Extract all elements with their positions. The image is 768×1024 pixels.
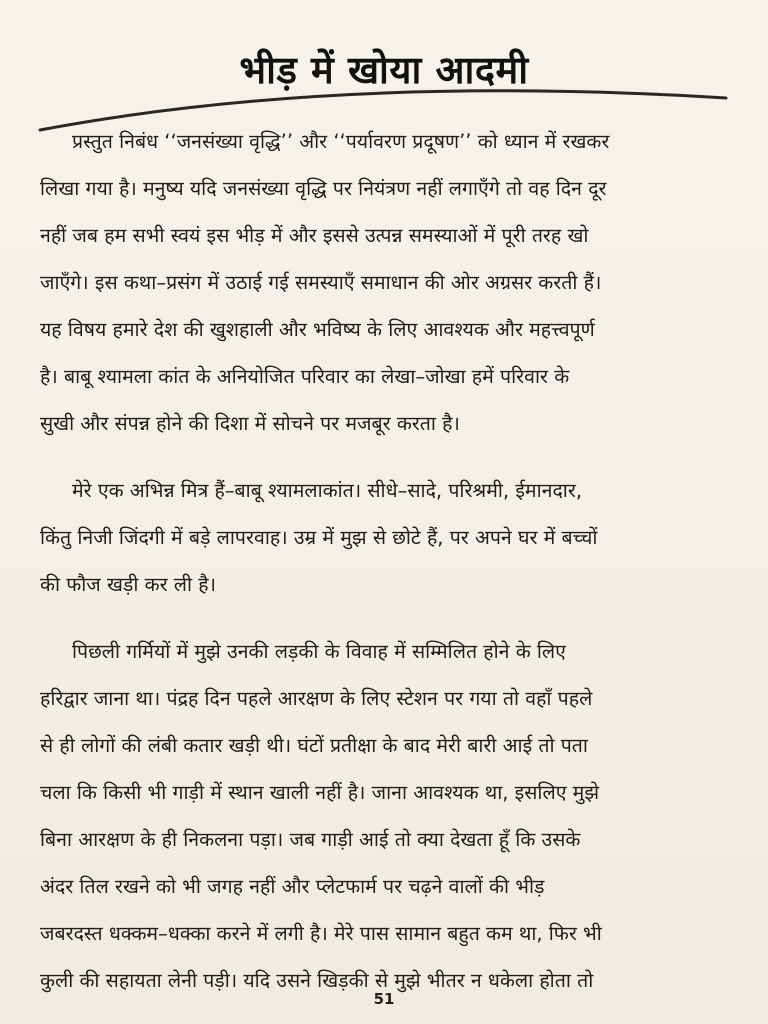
story-paragraph [40, 467, 732, 608]
text-line: यह विषय हमारे देश की खुशहाली और भविष्य के लिए आवश्यक और महत्त्वपूर्ण [40, 318, 595, 341]
text-line: सुखी और संपन्न होने की दिशा में सोचने पर मजबूर करता है। [40, 412, 460, 435]
text-line: की फौज खड़ी कर ली है। [40, 573, 216, 596]
text-line: से ही लोगों की लंबी कतार खड़ी थी। घंटों प्रतीक्षा के बाद मेरी बारी आई तो पता [40, 734, 588, 757]
story-paragraph [40, 628, 732, 1004]
text-line: लिखा गया है। मनुष्य यदि जनसंख्या वृद्धि पर नियंत्रण नहीं लगाएँगे तो वह दिन दूर [40, 177, 607, 200]
text-line: कुली की सहायता लेनी पड़ी। यदि उसने खिड़की से मुझे भीतर न धकेला होता तो [40, 969, 594, 992]
text-line: हरिद्वार जाना था। पंद्रह दिन पहले आरक्षण के लिए स्टेशन पर गया तो वहाँ पहले [40, 687, 593, 710]
chapter-title: भीड़ में खोया आदमी [239, 48, 529, 93]
chapter-body [40, 118, 732, 1024]
text-line: नहीं जब हम सभी स्वयं इस भीड़ में और इससे उत्पन्न समस्याओं में पूरी तरह खो [40, 224, 589, 247]
text-line: है। बाबू श्यामला कांत के अनियोजित परिवार का लेखा–जोखा हमें परिवार के [40, 365, 570, 388]
text-line: प्रस्तुत निबंध ‘‘जनसंख्या वृद्धि’’ और ‘‘पर्यावरण प्रदूषण’’ को ध्यान में रखकर [72, 130, 610, 153]
text-line: पिछली गर्मियों में मुझे उनकी लड़की के विवाह में सम्मिलित होने के लिए [72, 640, 566, 663]
page-number: 51 [373, 990, 395, 1008]
text-line: बिना आरक्षण के ही निकलना पड़ा। जब गाड़ी आई तो क्या देखता हूँ कि उसके [40, 828, 581, 851]
text-line: अंदर तिल रखने को भी जगह नहीं और प्लेटफार्म पर चढ़ने वालों की भीड़ [40, 875, 545, 898]
text-line: जबरदस्त धक्कम–धक्का करने में लगी है। मेरे पास सामान बहुत कम था, फिर भी [40, 922, 602, 945]
text-line: किंतु निजी जिंदगी में बड़े लापरवाह। उम्र में मुझ से छोटे हैं, पर अपने घर में बच्चों [40, 526, 598, 549]
text-line: मेरे एक अभिन्न मित्र हैं–बाबू श्यामलाकांत। सीधे–सादे, परिश्रमी, ईमानदार, [72, 479, 583, 502]
intro-paragraph [40, 118, 732, 447]
text-line: जाएँगे। इस कथा–प्रसंग में उठाई गई समस्याएँ समाधान की ओर अग्रसर करती हैं। [40, 271, 602, 294]
text-line: चला कि किसी भी गाड़ी में स्थान खाली नहीं है। जाना आवश्यक था, इसलिए मुझे [40, 781, 600, 804]
